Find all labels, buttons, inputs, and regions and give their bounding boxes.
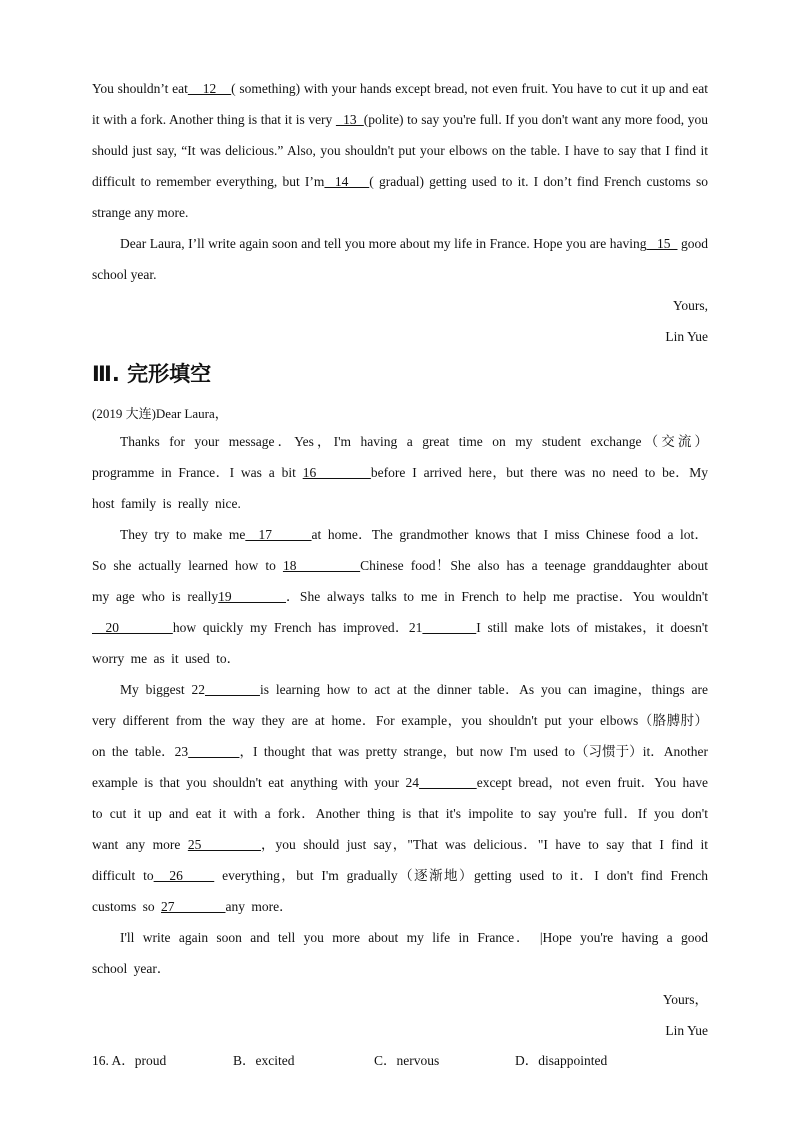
blank-23 xyxy=(188,744,239,759)
option-d: D．disappointed xyxy=(515,1053,608,1068)
blank-22 xyxy=(205,682,260,697)
signature-part2: Lin Yue xyxy=(665,1023,708,1038)
blank-21 xyxy=(422,620,476,635)
paragraph-part2-2 xyxy=(92,519,708,674)
text: before I arrived here，but there was no need to be．My host family is really nice. xyxy=(92,465,708,511)
text: My biggest 22 xyxy=(120,682,205,697)
paragraph-part1-1 xyxy=(92,73,708,228)
section-heading: Ⅲ. 完形填空 xyxy=(92,362,212,386)
blank-24 xyxy=(419,775,477,790)
blank-26: 26 xyxy=(153,868,215,883)
blank-15: 15 xyxy=(646,236,678,251)
blank-20: 20 xyxy=(92,620,173,635)
blank-16: 16 xyxy=(302,465,371,480)
text: good school year. xyxy=(92,236,709,282)
text: (polite) to say you're full. If you don't want any more food, you should just say, “It was delicious.” Also, you shouldn't put your elbows on the table. I have to say that I find it difficult to remember everything, but I’m xyxy=(92,112,708,189)
blank-17: 17 xyxy=(245,527,312,542)
document-page xyxy=(92,73,708,1076)
paragraph-part1-2 xyxy=(92,228,708,290)
text: ( something) with your hands except bread, not even fruit. You have to cut it up and eat it with a fork. Another thing is that it is very xyxy=(92,81,708,127)
text: at home．The grandmother knows that I miss Chinese food a lot．So she actually learned how to xyxy=(92,527,709,573)
text: Thanks for your message．Yes，I'm having a great time on my student exchange（交流）programme in France．I was a bit xyxy=(92,434,708,480)
blank-13: 13 xyxy=(335,112,364,127)
blank-19: 19 xyxy=(218,589,287,604)
question-16-options xyxy=(92,1046,708,1076)
signature-part1: Lin Yue xyxy=(665,329,708,344)
text: any more． xyxy=(225,899,293,914)
blank-12: 12 xyxy=(187,81,232,96)
blank-18: 18 xyxy=(282,558,361,573)
text: how quickly my French has improved．21 xyxy=(172,620,423,635)
blank-25: 25 xyxy=(187,837,261,852)
paragraph-part2-3 xyxy=(92,674,708,922)
text: I still make lots of mistakes，it doesn't worry me as it used to． xyxy=(92,620,709,666)
text: except bread，not even fruit．You have to cut it up and eat it with a fork．Another thing is that it's impolite to say you're full．If you don't want any more xyxy=(92,775,709,852)
text: They try to make me xyxy=(120,527,246,542)
paragraph-part2-1 xyxy=(92,426,708,519)
text: You shouldn’t eat xyxy=(92,81,188,96)
text: ，you should just say，"That was delicious．"I have to say that I find it difficult to xyxy=(92,837,709,883)
text: ，I thought that was pretty strange，but now I'm used to（习惯于）it．Another example is that you shouldn't eat anything with your 24 xyxy=(92,744,709,790)
text: is learning how to act at the dinner table．As you can imagine，things are very different from the way they are at home．For example，you shouldn't put your elbows（胳膊肘）on the table．23 xyxy=(92,682,708,759)
paragraph-part2-4: I'll write again soon and tell you more about my life in France． |Hope you're having a good school year． xyxy=(92,930,708,976)
text: everything，but I'm gradually（逐渐地）getting used to it．I don't find French customs so xyxy=(92,868,709,914)
text: Chinese food！She also has a teenage granddaughter about my age who is really xyxy=(92,558,708,604)
text: Dear Laura, I’ll write again soon and tell you more about my life in France. Hope you are having xyxy=(120,236,647,251)
text: ．She always talks to me in French to help me practise．You wouldn't xyxy=(286,589,709,604)
source-greeting: (2019 大连)Dear Laura， xyxy=(92,406,228,421)
option-a: 16. A．proud xyxy=(92,1053,167,1068)
closing-part1: Yours, xyxy=(672,298,708,313)
text: ( gradual) getting used to it. I don’t find French customs so strange any more. xyxy=(92,174,709,220)
option-b: B．excited xyxy=(233,1053,295,1068)
closing-part2: Yours， xyxy=(662,992,708,1007)
option-c: C．nervous xyxy=(374,1053,440,1068)
blank-27: 27 xyxy=(161,899,226,914)
blank-14: 14 xyxy=(324,174,370,189)
